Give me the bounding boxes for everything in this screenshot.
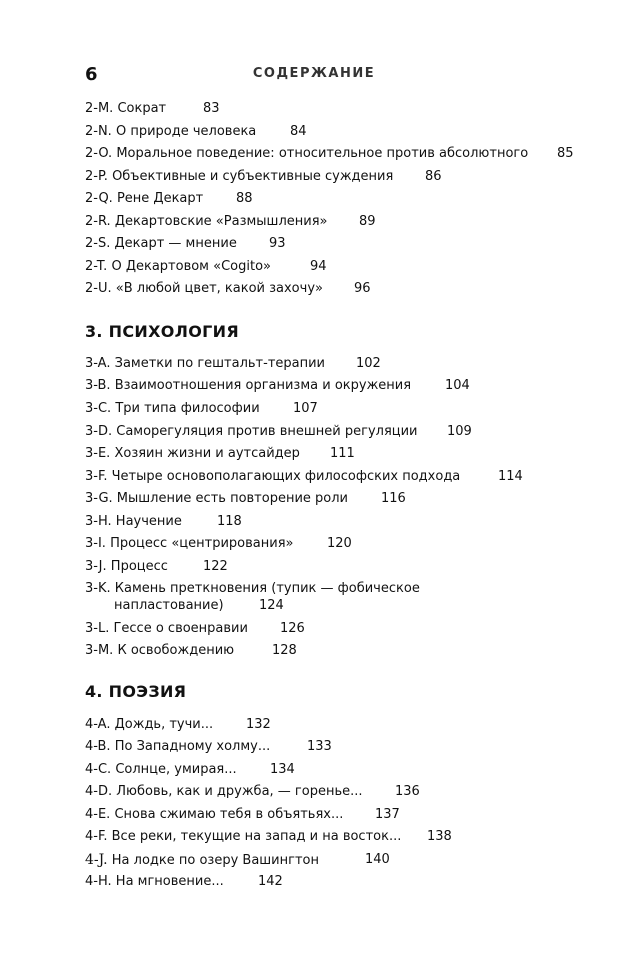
entry-title: Саморегуляция против внешней регуляции: [116, 424, 418, 439]
entry-code: 2-U.: [85, 281, 112, 296]
entry-page: 126: [280, 621, 305, 636]
entry-page: 142: [258, 874, 283, 889]
entry-title: Сократ: [117, 101, 167, 116]
entry-code: 4-E.: [85, 807, 111, 822]
entry-title: Рене Декарт: [116, 191, 204, 206]
entry-code: 3-I.: [85, 536, 106, 551]
toc-entry-3-b: [85, 378, 470, 394]
entry-title: Четыре основополагающих философских подхода: [111, 469, 461, 484]
entry-title: По Западному холму...: [114, 739, 271, 754]
toc-entry-2-m: [85, 101, 220, 117]
entry-title: Три типа философии: [115, 401, 260, 416]
entry-page: 134: [270, 762, 295, 777]
toc-entry-3-k: [85, 581, 420, 613]
entry-title: Солнце, умирая...: [115, 762, 237, 777]
toc-entry-2-p: [85, 169, 442, 185]
entry-code: 3-F.: [85, 469, 108, 484]
entry-page: 104: [445, 378, 470, 393]
toc-entry-3-i: [85, 536, 352, 552]
toc-entry-4-e: [85, 807, 400, 823]
entry-page: 138: [427, 829, 452, 844]
toc-entry-2-t: [85, 259, 327, 275]
entry-code: 3-L.: [85, 621, 110, 636]
entry-page: 137: [375, 807, 400, 822]
toc-entry-3-a: [85, 356, 381, 372]
entry-code: 3-E.: [85, 446, 111, 461]
toc-entry-4-c: [85, 762, 295, 778]
entry-code: 3-C.: [85, 401, 112, 416]
entry-code: 3-J.: [85, 559, 107, 574]
entry-page: 114: [498, 469, 523, 484]
entry-page: 84: [290, 124, 307, 139]
entry-title: Моральное поведение: относительное против абсолютного: [116, 146, 529, 161]
toc-entry-3-g: [85, 491, 406, 507]
section-title-psychology: 3. ПСИХОЛОГИЯ: [85, 322, 239, 341]
entry-code: 3-K.: [85, 581, 111, 596]
toc-entry-2-o: [85, 146, 574, 162]
toc-entry-4-j: [85, 852, 390, 869]
entry-title: Хозяин жизни и аутсайдер: [114, 446, 300, 461]
entry-code: 2-P.: [85, 169, 108, 184]
entry-code: 2-R.: [85, 214, 111, 229]
entry-code: 3-A.: [85, 356, 111, 371]
entry-title: На лодке по озеру Вашингтон: [111, 853, 319, 868]
toc-entry-2-q: [85, 191, 253, 207]
entry-title-cont: напластование): [114, 598, 224, 613]
toc-entry-3-d: [85, 424, 472, 440]
entry-page: 120: [327, 536, 352, 551]
entry-page: 136: [395, 784, 420, 799]
entry-code: 4-J.: [85, 852, 108, 868]
entry-page: 88: [236, 191, 253, 206]
entry-code: 4-H.: [85, 874, 112, 889]
entry-title: Взаимоотношения организма и окружения: [114, 378, 412, 393]
entry-page: 86: [425, 169, 442, 184]
entry-title: Научение: [115, 514, 182, 529]
entry-title: О Декартовом «Cogito»: [111, 259, 271, 274]
entry-title-continuation: [114, 598, 284, 614]
entry-title: Заметки по гештальт-терапии: [114, 356, 326, 371]
entry-code: 3-M.: [85, 643, 114, 658]
entry-title: О природе человека: [115, 124, 257, 139]
toc-entry-3-h: [85, 514, 242, 530]
toc-entry-4-f: [85, 829, 452, 845]
toc-entry-3-e: [85, 446, 355, 462]
toc-entry-2-s: [85, 236, 286, 252]
entry-code: 3-G.: [85, 491, 113, 506]
entry-title: Декарт — мнение: [114, 236, 237, 251]
entry-code: 2-M.: [85, 101, 114, 116]
entry-title: Процесс «центрирования»: [110, 536, 294, 551]
entry-page: 85: [557, 146, 574, 161]
entry-code: 4-B.: [85, 739, 111, 754]
toc-entry-4-d: [85, 784, 420, 800]
entry-page: 109: [447, 424, 472, 439]
toc-entry-3-m: [85, 643, 297, 659]
entry-page: 116: [381, 491, 406, 506]
entry-page: 102: [356, 356, 381, 371]
entry-page: 89: [359, 214, 376, 229]
entry-page: 128: [272, 643, 297, 658]
entry-page: 122: [203, 559, 228, 574]
entry-title: Мышление есть повторение роли: [116, 491, 349, 506]
entry-code: 4-C.: [85, 762, 112, 777]
toc-entry-3-c: [85, 401, 318, 417]
entry-code: 2-Q.: [85, 191, 113, 206]
toc-entry-2-u: [85, 281, 371, 297]
entry-page: 118: [217, 514, 242, 529]
toc-entry-4-h: [85, 874, 283, 890]
section-title-poetry: 4. ПОЭЗИЯ: [85, 682, 187, 701]
entry-page: 96: [354, 281, 371, 296]
toc-entry-4-b: [85, 739, 332, 755]
page-number: 6: [85, 64, 98, 85]
toc-entry-3-l: [85, 621, 305, 637]
entry-code: 4-A.: [85, 717, 111, 732]
toc-entry-3-f: [85, 469, 523, 485]
entry-title: Снова сжимаю тебя в объятьях...: [114, 807, 344, 822]
entry-page: 133: [307, 739, 332, 754]
entry-title: «В любой цвет, какой захочу»: [115, 281, 323, 296]
entry-code: 3-D.: [85, 424, 113, 439]
toc-entry-3-j: [85, 559, 228, 575]
entry-page: 111: [330, 446, 355, 461]
entry-page: 140: [365, 852, 390, 867]
entry-title: Любовь, как и дружба, — горенье...: [116, 784, 363, 799]
entry-code: 3-B.: [85, 378, 111, 393]
entry-title: Все реки, текущие на запад и на восток...: [111, 829, 402, 844]
entry-code: 4-D.: [85, 784, 113, 799]
entry-page: 94: [310, 259, 327, 274]
entry-title: Гессе о своенравии: [113, 621, 248, 636]
entry-title: Декартовские «Размышления»: [114, 214, 328, 229]
entry-code: 2-O.: [85, 146, 113, 161]
entry-title: На мгновение...: [115, 874, 224, 889]
entry-title: К освобождению: [117, 643, 235, 658]
entry-title: Камень преткновения (тупик — фобическое: [114, 581, 420, 596]
entry-title: Объективные и субъективные суждения: [112, 169, 394, 184]
entry-page: 83: [203, 101, 220, 116]
entry-page: 132: [246, 717, 271, 732]
entry-code: 2-S.: [85, 236, 111, 251]
entry-code: 4-F.: [85, 829, 108, 844]
entry-code: 2-T.: [85, 259, 108, 274]
entry-title: Дождь, тучи...: [114, 717, 214, 732]
toc-entry-2-n: [85, 124, 307, 140]
entry-page: 124: [259, 598, 284, 613]
toc-entry-4-a: [85, 717, 271, 733]
toc-entry-2-r: [85, 214, 376, 230]
entry-title: Процесс: [110, 559, 168, 574]
running-head: СОДЕРЖАНИЕ: [252, 66, 376, 81]
entry-page: 93: [269, 236, 286, 251]
entry-code: 3-H.: [85, 514, 112, 529]
entry-code: 2-N.: [85, 124, 112, 139]
entry-page: 107: [293, 401, 318, 416]
